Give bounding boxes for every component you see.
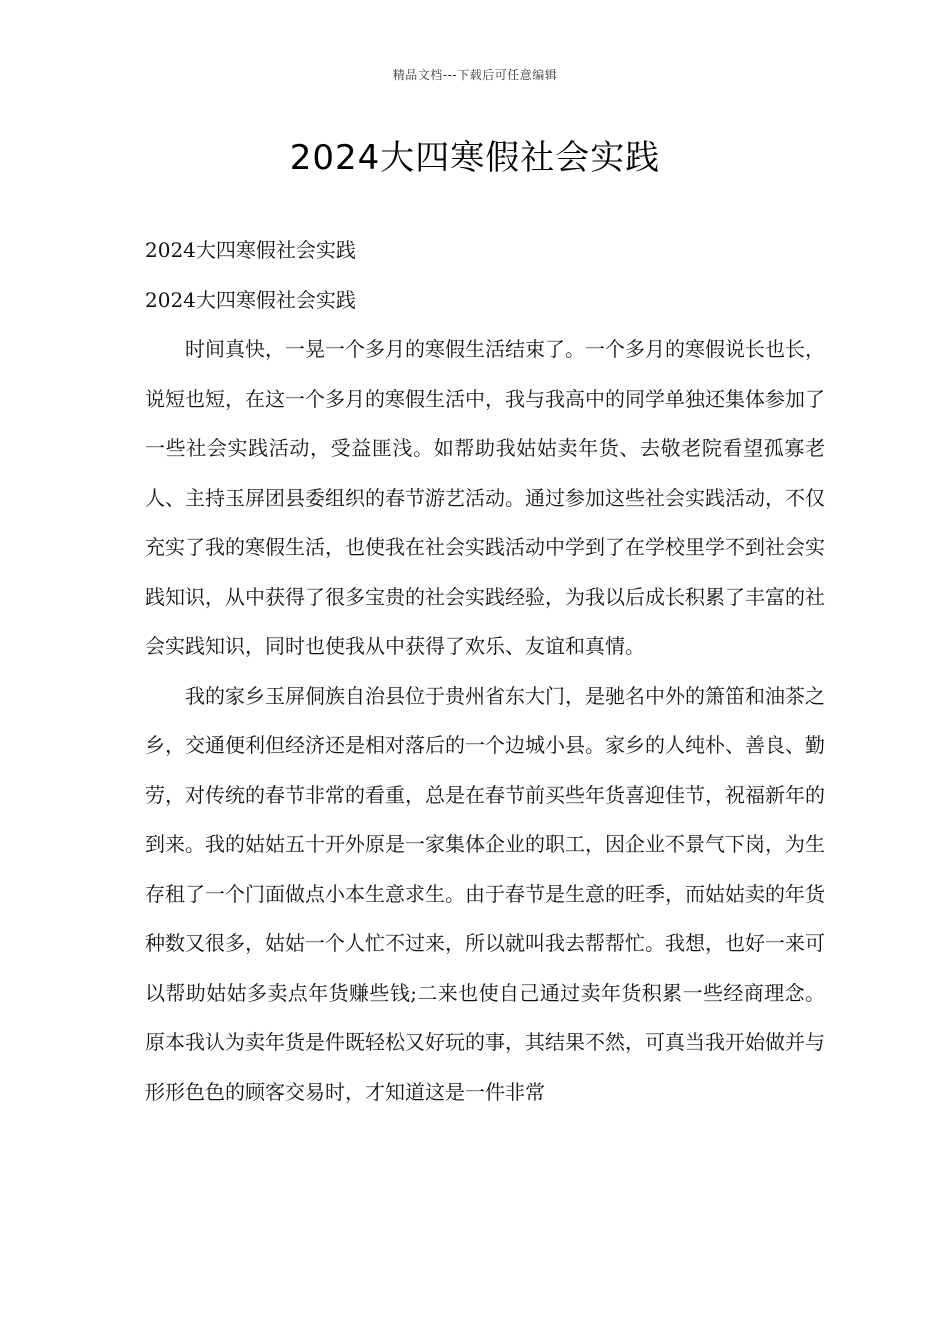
header-note: 精品文档---下载后可任意编辑 xyxy=(392,68,558,82)
document-body xyxy=(145,226,825,1117)
paragraph: 我的家乡玉屏侗族自治县位于贵州省东大门，是驰名中外的箫笛和油茶之乡，交通便利但经济还是相对落后的一个边城小县。家乡的人纯朴、善良、勤劳，对传统的春节非常的看重，总是在春节前买些年货喜迎佳节，祝福新年的到来。我的姑姑五十开外原是一家集体企业的职工，因企业不景气下岗，为生存租了一个门面做点小本生意求生。由于春节是生意的旺季，而姑姑卖的年货种数又很多，姑姑一个人忙不过来，所以就叫我去帮帮忙。我想，也好一来可以帮助姑姑多卖点年货赚些钱;二来也使自己通过卖年货积累一些经商理念。原本我认为卖年货是件既轻松又好玩的事，其结果不然，可真当我开始做并与形形色色的顾客交易时，才知道这是一件非常 xyxy=(145,683,825,1104)
paragraph: 时间真快，一晃一个多月的寒假生活结束了。一个多月的寒假说长也长，说短也短，在这一个多月的寒假生活中，我与我高中的同学单独还集体参加了一些社会实践活动，受益匪浅。如帮助我姑姑卖年货、去敬老院看望孤寡老人、主持玉屏团县委组织的春节游艺活动。通过参加这些社会实践活动，不仅充实了我的寒假生活，也使我在社会实践活动中学到了在学校里学不到社会实践知识，从中获得了很多宝贵的社会实践经验，为我以后成长积累了丰富的社会实践知识，同时也使我从中获得了欢乐、友谊和真情。 xyxy=(145,337,825,658)
subheading: 2024大四寒假社会实践 xyxy=(145,238,356,262)
document-title: 2024大四寒假社会实践 xyxy=(289,138,661,178)
subheading: 2024大四寒假社会实践 xyxy=(145,287,356,312)
